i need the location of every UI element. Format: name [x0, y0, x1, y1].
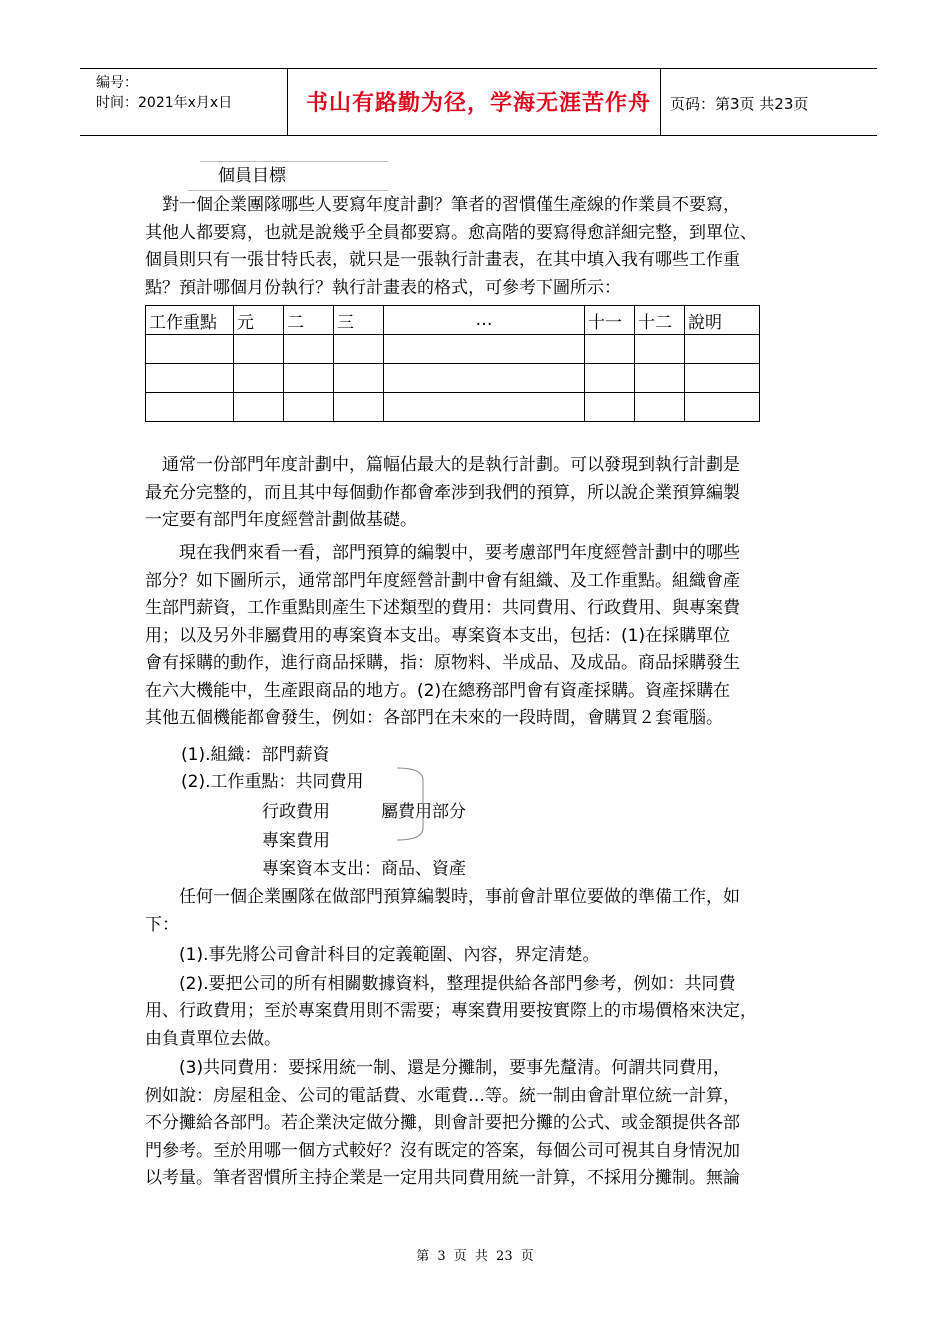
list-item-line: 不分攤給各部門。若企業決定做分攤，則會計要把分攤的公式、或金額提供各部: [145, 1113, 740, 1133]
diagram-bracket: [395, 766, 435, 842]
paragraph-execution-plan: [145, 452, 835, 535]
paragraph-line: 對一個企業團隊哪些人要寫年度計劃？筆者的習慣僅生產線的作業員不要寫，: [145, 195, 740, 215]
execution-plan-table: [145, 305, 760, 422]
header-motto: 书山有路勤为径，学海无涯苦作舟: [306, 90, 652, 116]
table-header-cell: 二: [284, 306, 334, 335]
paragraph-line: 任何一個企業團隊在做部門預算編製時，事前會計單位要做的準備工作，如: [145, 887, 740, 907]
preparation-list: [145, 942, 835, 1193]
table-header-cell: 十一: [585, 306, 635, 335]
table-header-cell: 工作重點: [146, 306, 234, 335]
list-item-line: 例如說：房屋租金、公司的電話費、水電費…等。統一制由會計單位統一計算，: [145, 1085, 740, 1106]
paragraph-line: 在六大機能中，生產跟商品的地方。(2)在總務部門會有資產採購。資產採購在: [145, 680, 731, 701]
diagram-item-organization: (1).組織：部門薪資: [181, 745, 330, 765]
paragraph-line: 下：: [145, 914, 179, 935]
list-item-line: 門參考。至於用哪一個方式較好？沒有既定的答案，每個公司可視其自身情況加: [145, 1140, 740, 1161]
list-item-line: 以考量。筆者習慣所主持企業是一定用共同費用統一計算，不採用分攤制。無論: [145, 1168, 740, 1188]
diagram-admin-cost: 行政費用: [262, 802, 330, 822]
list-item: (1).事先將公司會計科目的定義範圍、內容，界定清楚。: [145, 945, 600, 965]
section-title-rule-bottom: [188, 190, 388, 191]
paragraph-line: 用；以及另外非屬費用的專案資本支出。專案資本支出，包括：(1)在採購單位: [145, 625, 731, 646]
paragraph-preparation: [145, 884, 835, 939]
paragraph-line: 通常一份部門年度計劃中，篇幅佔最大的是執行計劃。可以發現到執行計劃是: [145, 455, 740, 475]
table-header-cell: 元: [234, 306, 284, 335]
paragraph-line: 生部門薪資，工作重點則產生下述類型的費用：共同費用、行政費用、與專案費: [145, 598, 740, 618]
table-header-row: [146, 306, 760, 335]
diagram-capex: 專案資本支出：商品、資產: [262, 859, 466, 879]
section-title: 個員目標: [218, 166, 286, 186]
header-top-rule: [80, 68, 877, 69]
list-item-line: 由負責單位去做。: [145, 1028, 281, 1049]
table-header-cell: …: [384, 306, 585, 335]
diagram-item-work-focus: (2).工作重點：共同費用: [181, 772, 364, 792]
document-time-label: 时间：2021年x月x日: [96, 95, 233, 111]
paragraph-line: 個員則只有一張甘特氏表，就只是一張執行計畫表，在其中填入我有哪些工作重: [145, 250, 740, 270]
list-item-line: (3)共同費用：要採用統一制、還是分攤制，要事先釐清。何謂共同費用，: [145, 1058, 731, 1078]
header-divider-right: [660, 68, 661, 135]
table-row: [146, 335, 760, 364]
table-header-cell: 說明: [685, 306, 760, 335]
table-header-cell: 三: [334, 306, 384, 335]
table-row: [146, 393, 760, 422]
header-bottom-rule: [80, 135, 877, 136]
paragraph-line: 部分？如下圖所示，通常部門年度經營計劃中會有組織、及工作重點。組織會產: [145, 570, 740, 591]
paragraph-line: 一定要有部門年度經營計劃做基礎。: [145, 510, 417, 530]
list-item-line: 用、行政費用；至於專案費用則不需要；專案費用要按實際上的市場價格來決定，: [145, 1001, 757, 1021]
diagram-expense-part: 屬費用部分: [381, 802, 466, 822]
paragraph-line: 其他人都要寫，也就是說幾乎全員都要寫。愈高階的要寫得愈詳細完整，到單位、: [145, 222, 757, 243]
list-item-line: (2).要把公司的所有相關數據資料，整理提供給各部門參考，例如：共同費: [145, 973, 736, 994]
paragraph-budget-components: [145, 540, 835, 733]
paragraph-line: 最充分完整的，而且其中每個動作都會牽涉到我們的預算，所以說企業預算編製: [145, 482, 740, 503]
page-footer: 第 3 页 共 23 页: [416, 1249, 534, 1264]
table-row: [146, 364, 760, 393]
header-page-label: 页码：第3页 共23页: [670, 95, 809, 113]
paragraph-line: 會有採購的動作，進行商品採購，指：原物料、半成品、及成品。商品採購發生: [145, 653, 740, 673]
paragraph-line: 現在我們來看一看，部門預算的編製中，要考慮部門年度經營計劃中的哪些: [145, 543, 740, 563]
section-title-rule-top: [200, 161, 388, 162]
paragraph-annual-plan: [145, 192, 835, 302]
table-header-cell: 十二: [635, 306, 685, 335]
document-number-label: 编号：: [96, 75, 138, 91]
header-divider-left: [287, 68, 288, 135]
paragraph-line: 其他五個機能都會發生，例如：各部門在未來的一段時間，會購買２套電腦。: [145, 708, 723, 728]
paragraph-line: 點？預計哪個月份執行？執行計畫表的格式，可參考下圖所示：: [145, 277, 621, 298]
diagram-project-cost: 專案費用: [262, 831, 330, 851]
